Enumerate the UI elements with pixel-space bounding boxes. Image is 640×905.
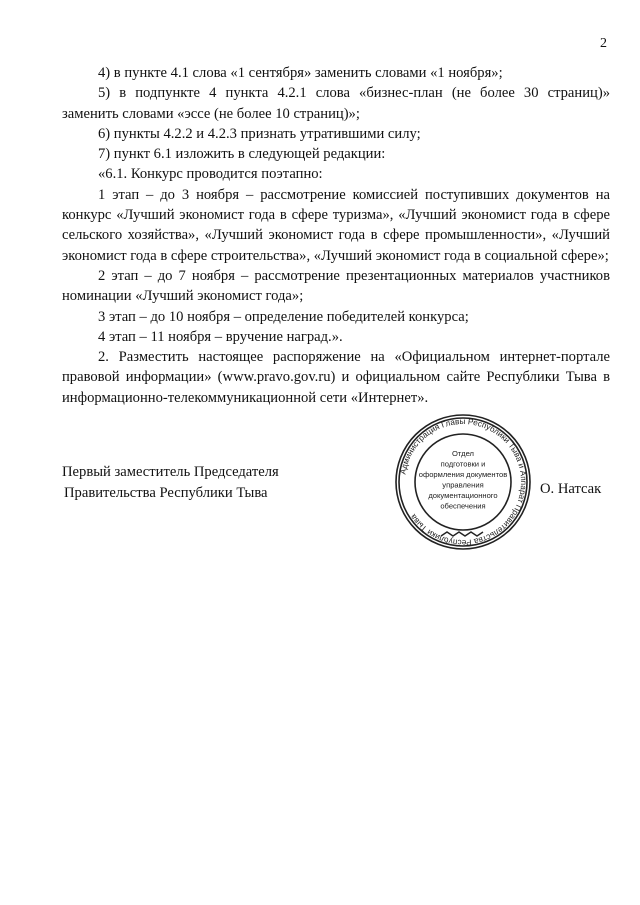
paragraph-item-6: 6) пункты 4.2.2 и 4.2.3 признать утратившими силу;	[98, 125, 421, 142]
paragraph-item-2: 2. Разместить настоящее распоряжение на «Официальном интернет-портале правовой информации» (www.pravo.gov.ru) и официальном сайте Республики Тыва в информационно-телекоммуникационной сети «Интернет».	[62, 349, 610, 406]
paragraph-stage-2: 2 этап – до 7 ноября – рассмотрение презентационных материалов участников номинации «Лучший экономист года»;	[62, 267, 610, 305]
document-body	[62, 63, 610, 408]
signer-name: О. Натсак	[540, 481, 602, 497]
stamp-outer-text: Администрация Главы Республики Тыва и Аппарат Правительства Республики Тыва	[398, 416, 529, 548]
official-stamp	[393, 412, 533, 552]
signer-position	[62, 462, 279, 504]
stamp-inner-line: оформления документов	[418, 470, 508, 479]
paragraph-stage-4: 4 этап – 11 ноября – вручение наград.».	[98, 328, 343, 345]
paragraph-item-7: 7) пункт 6.1 изложить в следующей редакции:	[98, 146, 386, 163]
paragraph-stage-1: 1 этап – до 3 ноября – рассмотрение комиссией поступивших документов на конкурс «Лучший экономист года в сфере туризма», «Лучший экономист года в сфере сельского хозяйства», «Лучший экономист года в сфере промышленности», «Лучший экономист года в сфере строительства», «Лучший экономист года в социальной сфере»;	[62, 186, 610, 264]
paragraph-stage-3: 3 этап – до 10 ноября – определение победителей конкурса;	[98, 308, 469, 325]
signer-position-line1: Первый заместитель Председателя	[62, 464, 279, 480]
stamp-inner-line: подготовки и	[440, 459, 486, 469]
stamp-inner-line: управления	[442, 480, 484, 490]
paragraph-6-1-heading: «6.1. Конкурс проводится поэтапно:	[98, 166, 323, 183]
page-number: 2	[600, 36, 607, 51]
stamp-inner-line: Отдел	[452, 449, 474, 458]
signer-position-line2: Правительства Республики Тыва	[64, 485, 268, 501]
stamp-inner-line: обеспечения	[440, 501, 486, 511]
paragraph-item-4: 4) в пункте 4.1 слова «1 сентября» заменить словами «1 ноября»;	[98, 65, 503, 81]
stamp-inner-line: документационного	[428, 491, 498, 500]
paragraph-item-5: 5) в подпункте 4 пункта 4.2.1 слова «бизнес-план (не более 30 страниц)» заменить словами «эссе (не более 10 страниц)»;	[62, 85, 610, 122]
